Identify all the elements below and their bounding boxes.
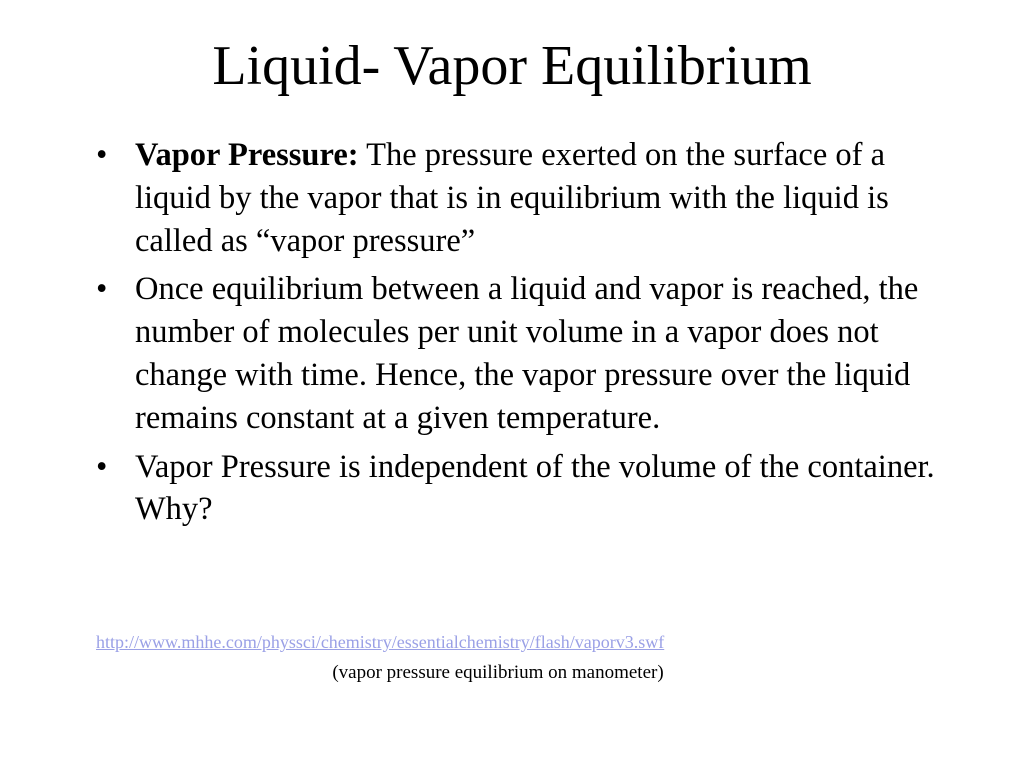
bullet-body: Vapor Pressure is independent of the volume of the container. Why?: [135, 448, 935, 528]
link-caption: (vapor pressure equilibrium on manometer): [332, 662, 664, 683]
bullet-body: The pressure exerted on the surface of a liquid by the vapor that is in equilibrium with the liquid is called as “vapor pressure”: [135, 137, 889, 259]
bullet-body: Once equilibrium between a liquid and vapor is reached, the number of molecules per unit volume in a vapor does not change with time. Hence, the vapor pressure over the liquid remains constant at a given temperature.: [135, 271, 919, 436]
bullet-marker: •: [96, 137, 108, 173]
bullet-term: Vapor Pressure:: [135, 137, 359, 173]
bullet-item-equilibrium: [93, 268, 953, 439]
bullet-text: [135, 137, 889, 259]
bullet-item-vapor-pressure-definition: [93, 134, 953, 262]
animation-link[interactable]: http://www.mhhe.com/physsci/chemistry/essentialchemistry/flash/vaporv3.swf: [96, 632, 665, 652]
bullet-list: [93, 134, 953, 537]
slide-title: Liquid- Vapor Equilibrium: [212, 35, 812, 97]
bullet-item-volume-independence: [93, 446, 953, 532]
bullet-marker: •: [96, 271, 108, 308]
bullet-marker: •: [96, 448, 108, 485]
